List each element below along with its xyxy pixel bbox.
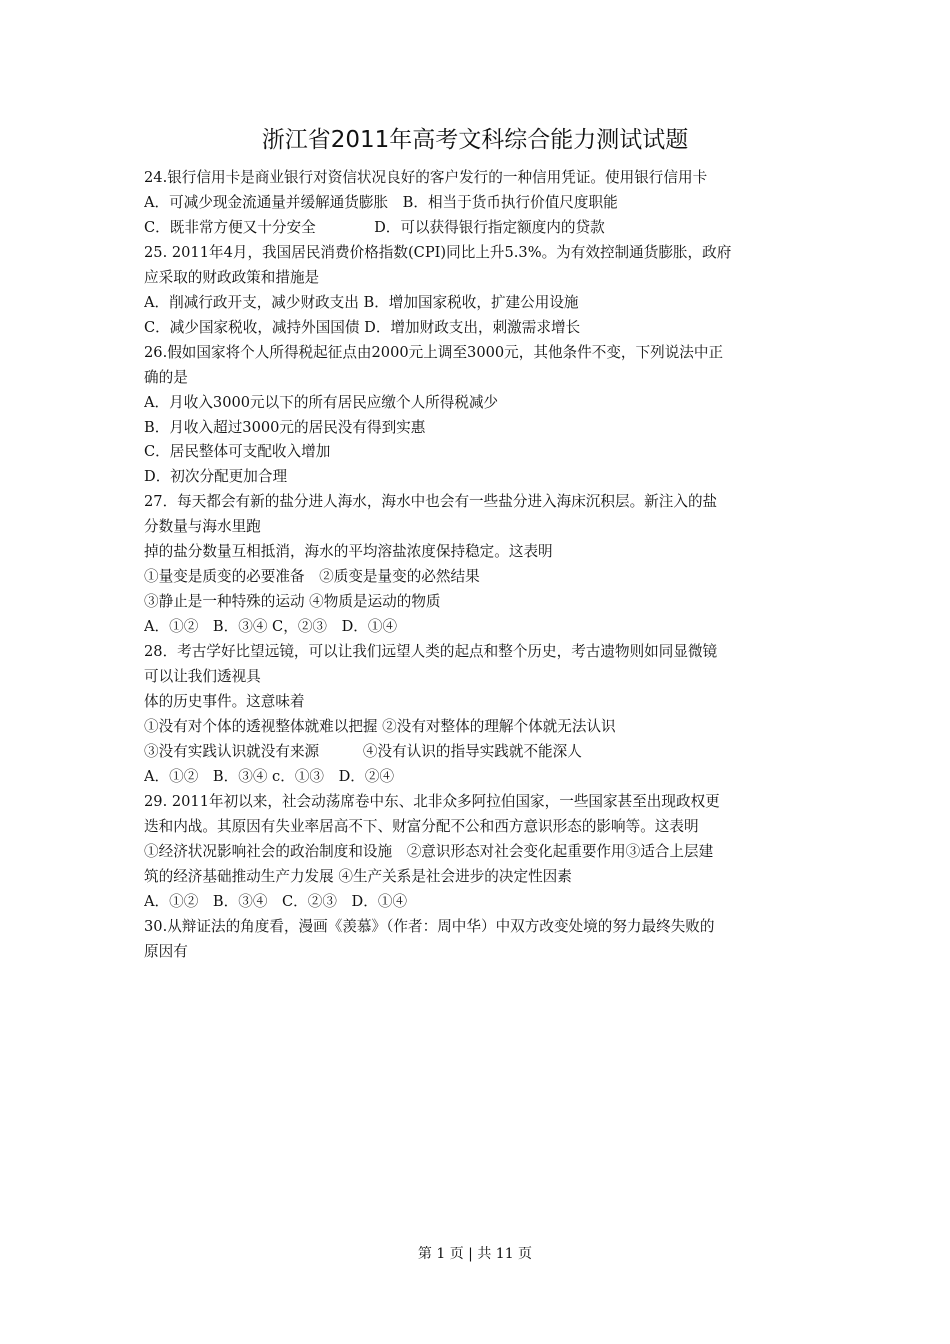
text-line: 迭和内战。其原因有失业率居高不下、财富分配不公和西方意识形态的影响等。这表明 — [144, 817, 699, 835]
text-line: A．可减少现金流通量并缓解通货膨胀 B．相当于货币执行价值尺度职能 — [144, 193, 618, 211]
text-line: B．月收入超过3000元的居民没有得到实惠 — [144, 418, 426, 436]
text-line: A．削减行政开支，减少财政支出 B．增加国家税收，扩建公用设施 — [144, 293, 579, 311]
text-line: 可以让我们透视具 — [144, 668, 261, 686]
text-line: C．既非常方便又十分安全 D．可以获得银行指定额度内的贷款 — [144, 218, 605, 236]
text-line: ③静止是一种特殊的运动 ④物质是运动的物质 — [144, 593, 441, 611]
text-line: A．月收入3000元以下的所有居民应缴个人所得税减少 — [144, 393, 499, 411]
text-line: 应采取的财政政策和措施是 — [144, 268, 320, 286]
text-line: C．减少国家税收，减持外国国债 D．增加财政支出，刺激需求增长 — [144, 318, 581, 336]
text-line: D．初次分配更加合理 — [144, 468, 288, 486]
text-line: ③没有实践认识就没有来源 ④没有认识的指导实践就不能深人 — [144, 742, 582, 760]
text-line: ①没有对个体的透视整体就难以把握 ②没有对整体的理解个体就无法认识 — [144, 717, 616, 735]
page-footer: 第 1 页 | 共 11 页 — [417, 1246, 533, 1262]
text-line: 体的历史事件。这意味着 — [144, 693, 305, 711]
text-line: 28．考古学好比望远镜，可以让我们远望人类的起点和整个历史，考古遗物则如同显微镜 — [144, 643, 718, 661]
document-body — [144, 166, 808, 965]
text-line: C．居民整体可支配收入增加 — [144, 443, 331, 461]
text-line: 25. 2011年4月，我国居民消费价格指数(CPI)同比上升5.3%。为有效控制通货膨胀，政府 — [144, 243, 732, 261]
text-line: 27．每天都会有新的盐分进人海水，海水中也会有一些盐分进入海床沉积层。新注入的盐 — [144, 493, 718, 511]
text-line: ①经济状况影响社会的政治制度和设施 ②意识形态对社会变化起重要作用③适合上层建 — [144, 842, 714, 860]
text-line: 确的是 — [144, 368, 188, 386]
text-line: 筑的经济基础推动生产力发展 ④生产关系是社会进步的决定性因素 — [144, 867, 572, 885]
text-line: ①量变是质变的必要准备 ②质变是量变的必然结果 — [144, 568, 480, 586]
text-line: 29. 2011年初以来，社会动荡席卷中东、北非众多阿拉伯国家，一些国家甚至出现政权更 — [144, 792, 720, 810]
text-line: 26.假如国家将个人所得税起征点由2000元上调至3000元，其他条件不变，下列说法中正 — [144, 343, 724, 361]
text-line: 30.从辩证法的角度看，漫画《羡慕》（作者：周中华）中双方改变处境的努力最终失败的 — [144, 917, 715, 935]
text-line: 24.银行信用卡是商业银行对资信状况良好的客户发行的一种信用凭证。使用银行信用卡 — [144, 169, 708, 186]
text-line: A．①② B．③④ c．①③ D．②④ — [144, 767, 395, 785]
text-line: 原因有 — [144, 942, 188, 960]
page-title: 浙江省2011年高考文科综合能力测试试题 — [261, 127, 689, 153]
text-line: 分数量与海水里跑 — [144, 518, 261, 536]
text-line: A．①② B．③④ C．②③ D．①④ — [144, 892, 408, 910]
text-line: 掉的盐分数量互相抵消，海水的平均溶盐浓度保持稳定。这表明 — [144, 543, 553, 561]
text-line: A．①② B．③④ C，②③ D．①④ — [144, 618, 398, 636]
